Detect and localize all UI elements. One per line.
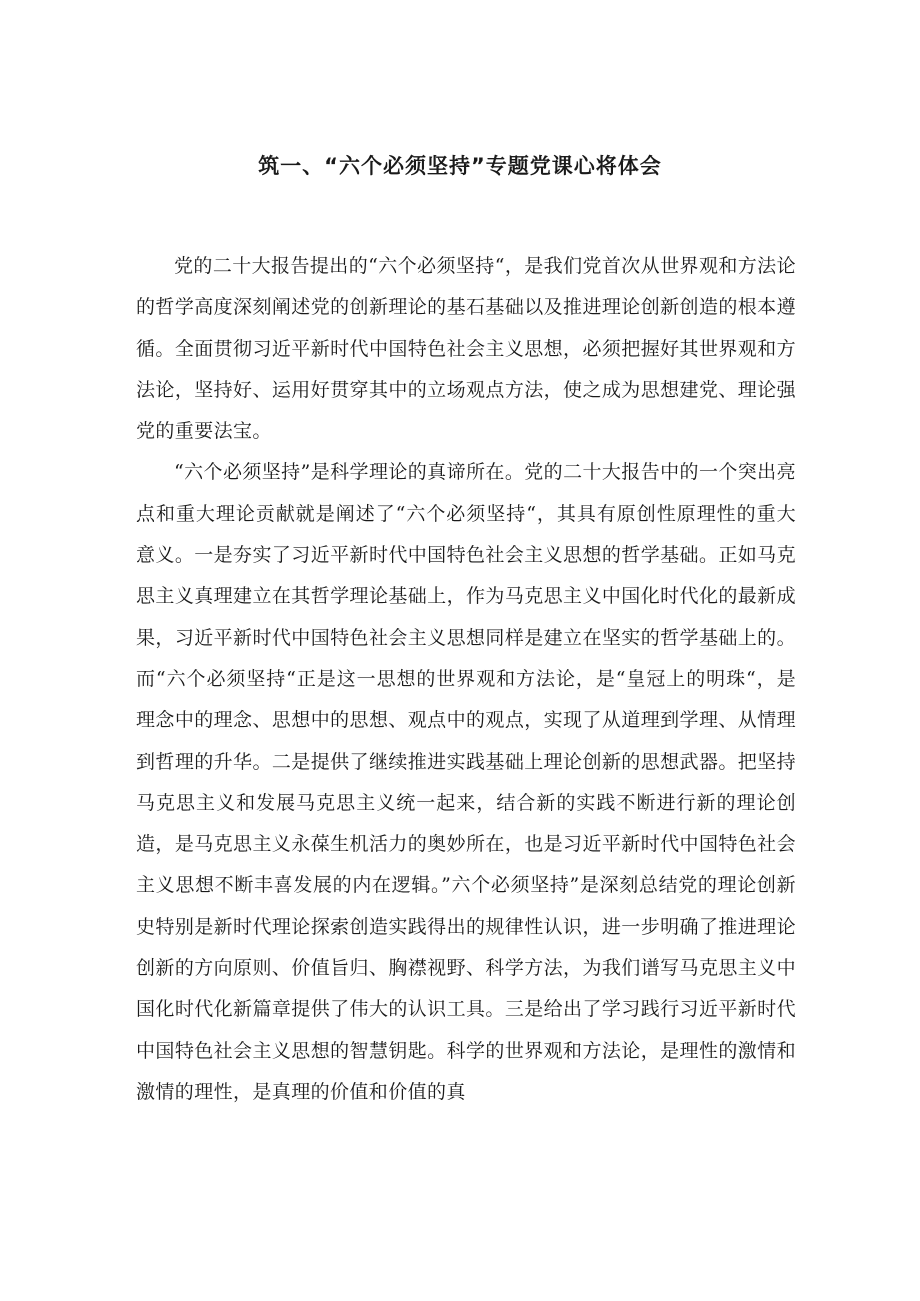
document-title: 筑一、“六个必须坚持”专题党课心将体会 — [258, 154, 662, 178]
document-body — [136, 246, 796, 1113]
paragraph-2: “六个必须坚持”是科学理论的真谛所在。党的二十大报告中的一个突出亮点和重大理论贡献就是阐述了“六个必须坚持“，其具有原创性原理性的重大意义。一是夯实了习近平新时代中国特色社会主义思想的哲学基础。正如马克思主义真理建立在其哲学理论基础上，作为马克思主义中国化时代化的最新成果，习近平新时代中国特色社会主义思想同样是建立在坚实的哲学基础上的。而“六个必须坚持“正是这一思想的世界观和方法论，是“皇冠上的明珠“，是理念中的理念、思想中的思想、观点中的观点，实现了从道理到学理、从情理到哲理的升华。二是提供了继续推进实践基础上理论创新的思想武器。把坚持马克思主义和发展马克思主义统一起来，结合新的实践不断进行新的理论创造，是马克思主义永葆生机活力的奥妙所在，也是习近平新时代中国特色社会主义思想不断丰喜发展的内在逻辑。”六个必须坚持”是深刻总结党的理论创新史特别是新时代理论探索创造实践得出的规律性认识，进一步明确了推进理论创新的方向原则、价值旨归、胸襟视野、科学方法，为我们谱写马克思主义中国化时代化新篇章提供了伟大的认识工具。三是给出了学习践行习近平新时代中国特色社会主义思想的智慧钥匙。科学的世界观和方法论，是理性的激情和激情的理性，是真理的价值和价值的真 — [136, 461, 796, 1103]
paragraph-1: 党的二十大报告提出的“六个必须坚持“，是我们党首次从世界观和方法论的哲学高度深刻阐述党的创新理论的基石基础以及推进理论创新创造的根本遵循。全面贯彻习近平新时代中国特色社会主义思想，必须把握好其世界观和方法论，坚持好、运用好贯穿其中的立场观点方法，使之成为思想建党、理论强党的重要法宝。 — [136, 255, 796, 443]
